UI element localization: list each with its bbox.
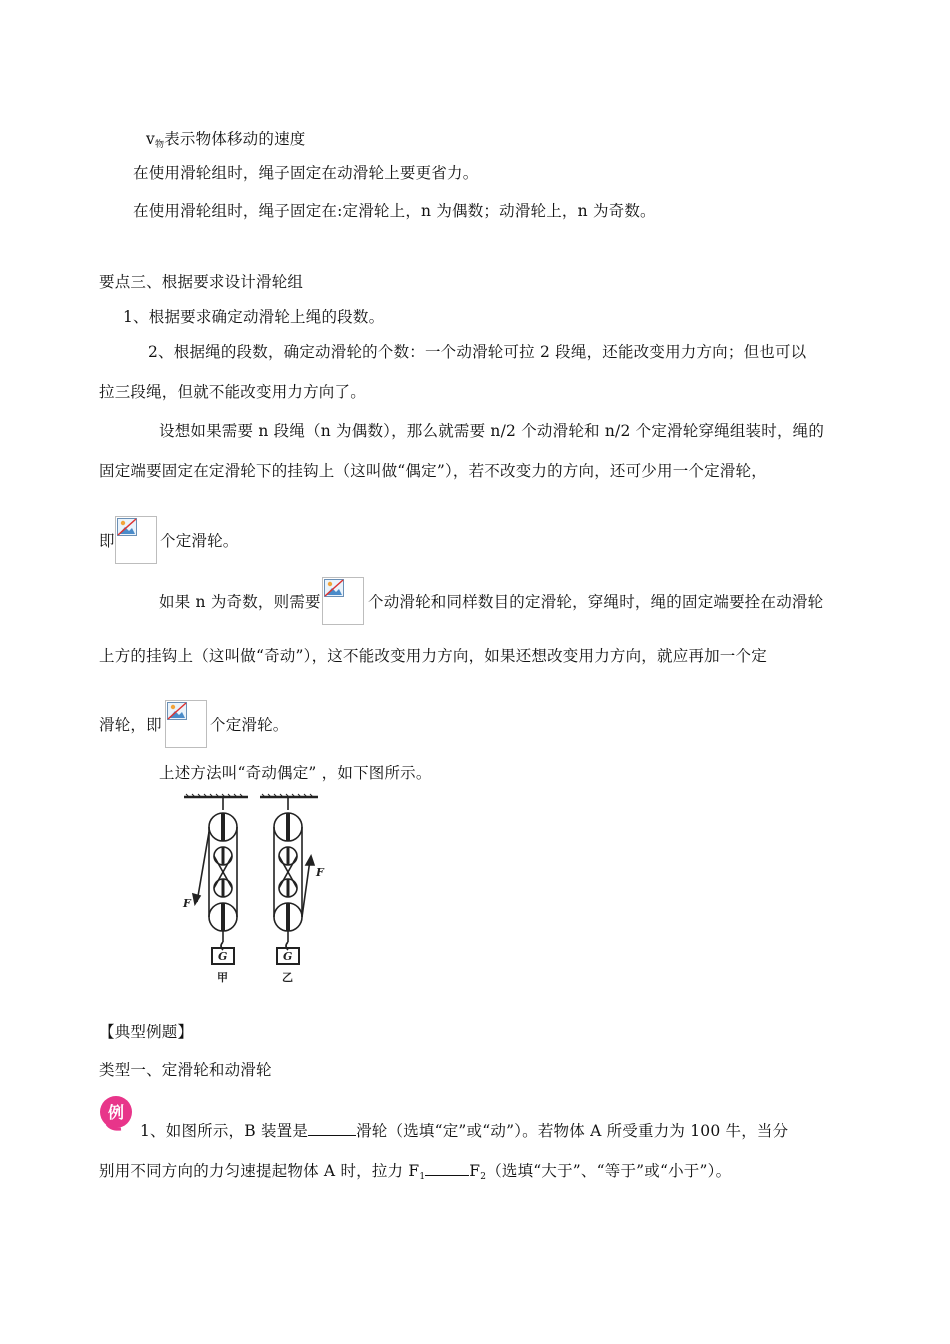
broken-image-icon: [117, 518, 137, 536]
velocity-symbol: v: [146, 130, 155, 148]
type-heading: 类型一、定滑轮和动滑轮: [99, 1061, 272, 1079]
example1-text-b1: 别用不同方向的力匀速提起物体 A 时，拉力 F: [99, 1162, 420, 1180]
example1-text-b3: （选填“大于”、“等于”或“小于”）。: [486, 1162, 732, 1180]
broken-image-icon: [167, 702, 187, 720]
paragraph-l2: 在使用滑轮组时，绳子固定在动滑轮上要更省力。: [133, 164, 479, 182]
broken-image-icon: [324, 579, 344, 597]
paragraph-p3b: 固定端要固定在定滑轮下的挂钩上（这叫做“偶定”），若不改变力的方向，还可少用一个定滑轮，: [99, 462, 767, 480]
paragraph-p4c-post: 个定滑轮。: [210, 716, 289, 734]
velocity-subscript: 物: [154, 140, 165, 150]
formula-image-placeholder: [115, 516, 157, 564]
heading-point-three: 要点三、根据要求设计滑轮组: [99, 273, 304, 291]
formula-image-placeholder: [165, 700, 207, 748]
paragraph-p4a-post: 个动滑轮和同样数目的定滑轮，穿绳时，绳的固定端要拴在动滑轮: [368, 593, 824, 611]
example1-text-b2: F: [469, 1162, 481, 1180]
velocity-text: 表示物体移动的速度: [164, 130, 306, 148]
left-force-label: F: [183, 897, 191, 910]
answer-blank[interactable]: [425, 1161, 469, 1176]
paragraph-p5: 上述方法叫“奇动偶定” ，如下图所示。: [159, 764, 432, 782]
right-force-label: F: [316, 866, 324, 879]
example1-line2: [99, 1161, 731, 1184]
left-figure-caption: 甲: [217, 971, 228, 984]
paragraph-p3a: 设想如果需要 n 段绳（n 为偶数），那么就需要 n/2 个动滑轮和 n/2 个定滑轮穿绳组装时，绳的: [159, 422, 825, 440]
f1-subscript: 1: [419, 1172, 426, 1182]
example1-line1: [140, 1121, 788, 1141]
left-weight-label: G: [218, 950, 228, 963]
paragraph-p3c-pre: 即: [99, 532, 115, 550]
example1-text-a1: 1、如图所示，B 装置是: [140, 1122, 309, 1140]
paragraph-l3: 在使用滑轮组时，绳子固定在:定滑轮上，n 为偶数；动滑轮上，n 为奇数。: [133, 202, 656, 220]
paragraph-p2a: 2、根据绳的段数，确定动滑轮的个数：一个动滑轮可拉 2 段绳，还能改变用力方向；但也可以: [148, 343, 807, 361]
section-heading: 【典型例题】: [99, 1023, 194, 1041]
velocity-line: [146, 129, 305, 152]
paragraph-p1: 1、根据要求确定动滑轮上绳的段数。: [123, 308, 385, 326]
example-badge-icon: [97, 1094, 137, 1134]
pulley-system-figure: [178, 792, 328, 987]
example1-text-a2: 滑轮（选填“定”或“动”）。若物体 A 所受重力为 100 牛，当分: [356, 1122, 789, 1140]
example-badge-text: 例: [107, 1103, 125, 1122]
f2-subscript: 2: [480, 1172, 487, 1182]
answer-blank[interactable]: [308, 1121, 356, 1136]
paragraph-p3c-post: 个定滑轮。: [160, 532, 239, 550]
paragraph-p2b: 拉三段绳，但就不能改变用力方向了。: [99, 383, 366, 401]
paragraph-p4b: 上方的挂钩上（这叫做“奇动”），这不能改变用力方向，如果还想改变用力方向，就应再加一个定: [99, 647, 767, 665]
right-weight-label: G: [283, 950, 293, 963]
right-figure-caption: 乙: [282, 971, 293, 984]
paragraph-p4a-pre: 如果 n 为奇数，则需要: [159, 593, 321, 611]
paragraph-p4c-pre: 滑轮，即: [99, 716, 162, 734]
formula-image-placeholder: [322, 577, 364, 625]
